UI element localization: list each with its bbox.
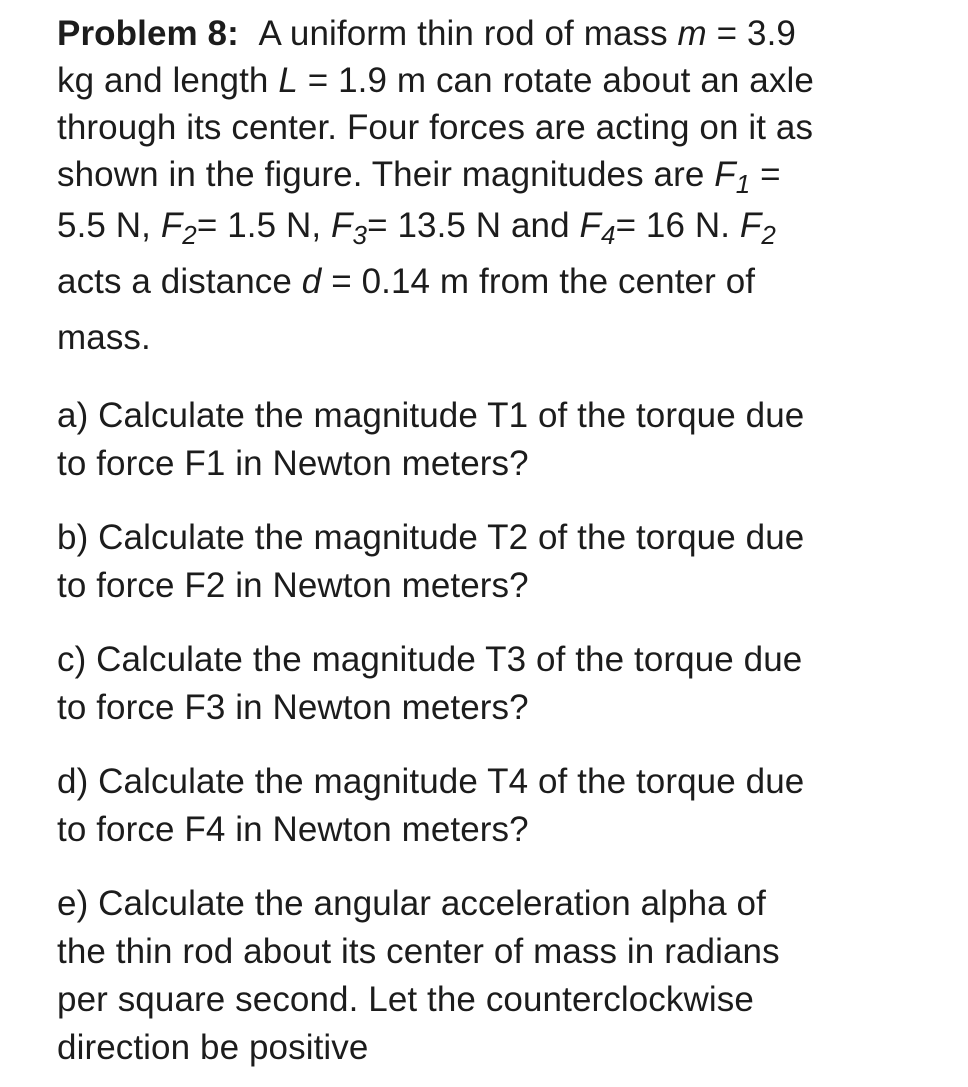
f3-value: = 13.5 N and	[367, 206, 570, 245]
f4-value: = 16 N.	[615, 206, 731, 245]
question-b: b) Calculate the magnitude T2 of the torque due to force F2 in Newton meters?	[57, 518, 805, 605]
problem-line-6: acts a distance d = 0.14 m from the center of	[57, 262, 756, 301]
question-c: c) Calculate the magnitude T3 of the torque due to force F3 in Newton meters?	[57, 640, 803, 727]
f1-value: 5.5 N,	[57, 206, 151, 245]
distance-symbol: d	[301, 262, 322, 301]
mass-symbol: m	[677, 14, 707, 53]
question-a: a) Calculate the magnitude T1 of the torque due to force F1 in Newton meters?	[57, 396, 805, 483]
problem-line-1: Problem 8: A uniform thin rod of mass m = 3.9	[57, 14, 796, 53]
problem-line-3: through its center. Four forces are acting on it as	[57, 108, 814, 147]
f2-value: = 1.5 N,	[196, 206, 322, 245]
problem-line-4: shown in the figure. Their magnitudes are $F_1$ =	[57, 155, 781, 199]
question-d: d) Calculate the magnitude T4 of the torque due to force F4 in Newton meters?	[57, 762, 805, 849]
problem-statement	[57, 10, 917, 366]
length-symbol: L	[278, 61, 298, 100]
problem-line-5: 5.5 N, $F_2= 1.5$ N, $F_3= 13.5$ N and $F_4= 16$ N. $F_2$	[57, 206, 776, 250]
question-e: e) Calculate the angular acceleration alpha of the thin rod about its center of mass in radians per square second. Let the counterclockwise direction be positive	[57, 884, 780, 1067]
problem-line-7: mass.	[57, 318, 151, 357]
length-value: = 1.9 m can rotate about an axle	[307, 61, 814, 100]
mass-value: = 3.9	[716, 14, 796, 53]
problem-line-2: kg and length L = 1.9 m can rotate about an axle	[57, 61, 814, 100]
problem-label: Problem 8:	[57, 14, 239, 53]
distance-value: = 0.14 m from the center of	[331, 262, 756, 301]
problem-document	[57, 10, 917, 1072]
